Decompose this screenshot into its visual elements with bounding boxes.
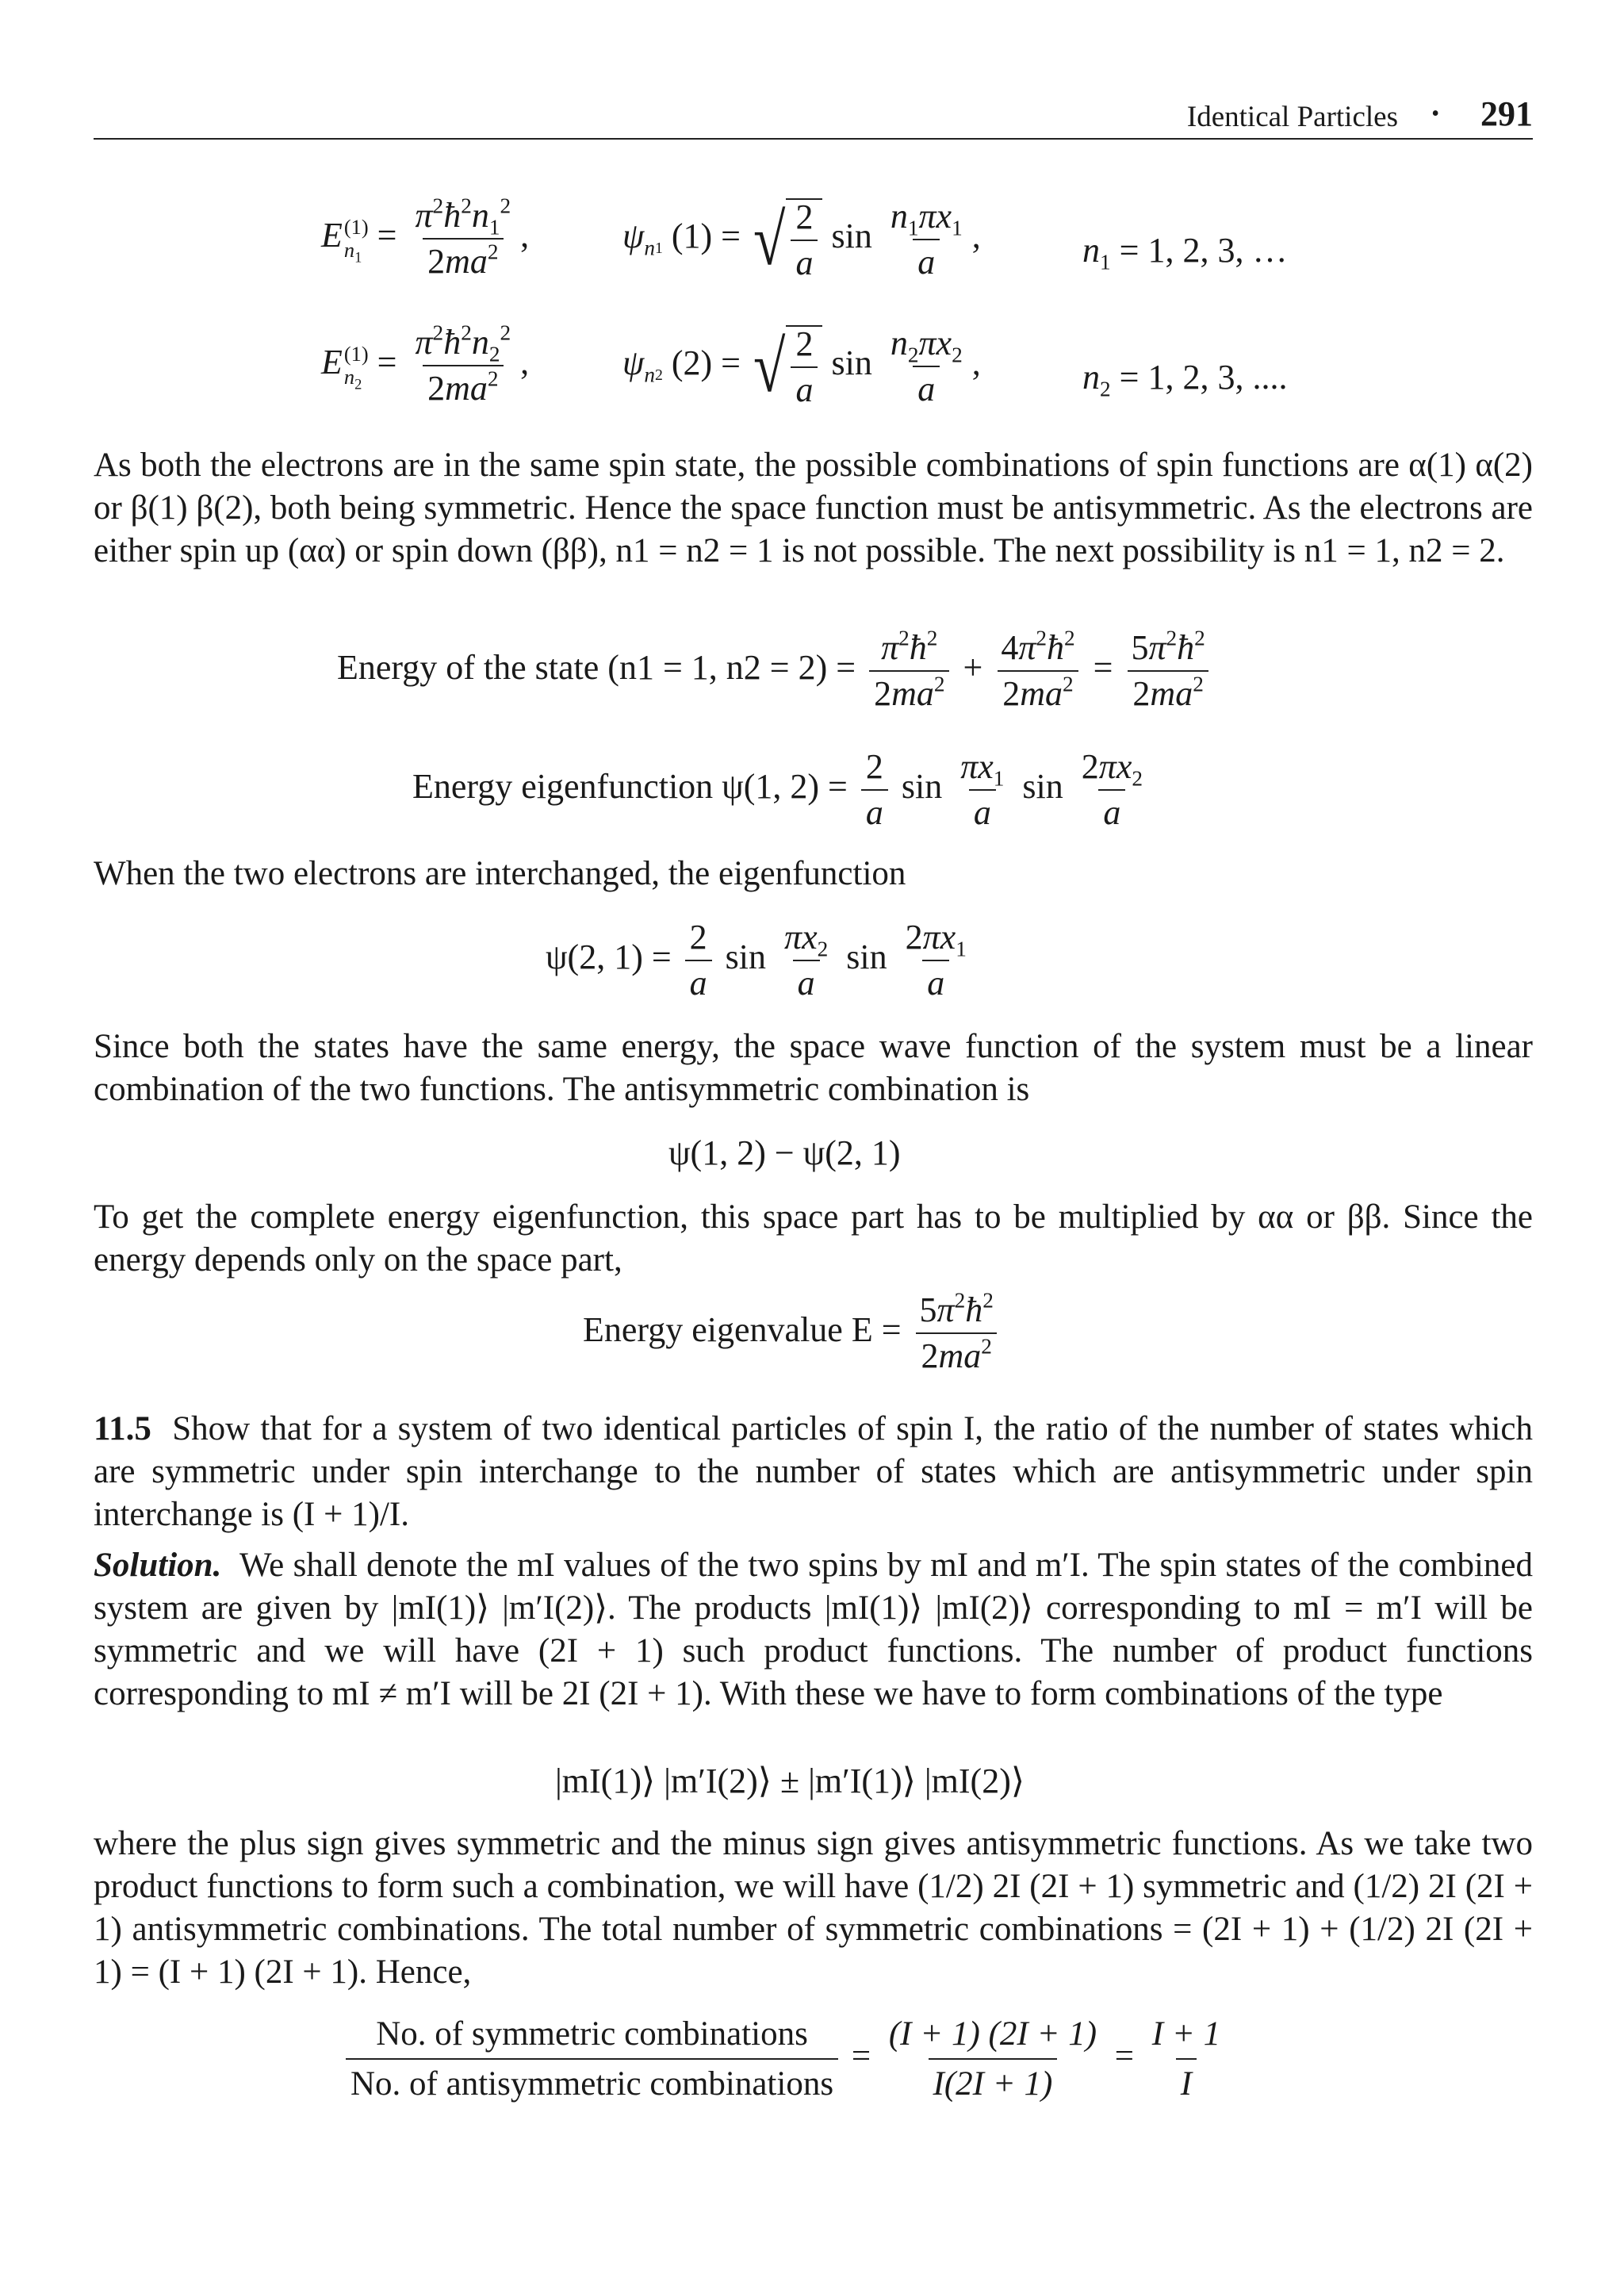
ratio-result-numerator: I + 1: [1151, 2015, 1221, 2053]
psi21-label: ψ(2, 1) =: [546, 937, 672, 977]
solution-text: We shall denote the mI values of the two spins by mI and m′I. The spin states of the combined system are given by |mI(1)⟩ |m′I(2)⟩. The products |mI(1)⟩ |mI(2)⟩ corresponding to mI = m′I will be symmetric and we will have (2I + 1) such product functions. The number of product functions corresponding to mI ≠ m′I will be 2I (2I + 1). With these we have to form combinations of the type: [94, 1547, 1533, 1712]
eigenfunction-equation: Energy eigenfunction ψ(1, 2) = $\frac{2}{a}$ sin $\frac{\pi x_1}{a}$ sin $\frac{2\pi x_2}{a}$: [412, 747, 1143, 832]
psi21-equation: ψ(2, 1) = $\frac{2}{a}$ sin $\frac{\pi x_2}{a}$ sin $\frac{2\pi x_1}{a}$: [546, 918, 967, 1003]
problem-11-5: [94, 1408, 1533, 1536]
ratio-equation: $\frac{\text{No. of symmetric combinations}}{\text{No. of antisymmetric combinations}}$ = $\frac{(I + 1) (2I + 1)}{I(2I + 1)}$ = $\frac{I + 1}{I}$: [341, 2015, 1230, 2103]
energy-eigenvalue-equation: Energy eigenvalue E = $\frac{5\pi^2ħ^2}{2ma^2}$: [583, 1293, 1003, 1374]
paragraph-linear-combination: Since both the states have the same energy, the space wave function of the system must be a linear combination of the two functions. The antisymmetric combination is: [94, 1028, 1533, 1108]
energy-n2-equation: E(1) $n_2$ = $\frac{\pi^2ħ^2n_2^2}{2ma^2}$ ,: [321, 320, 530, 408]
n1-condition: $n_1 = 1$, 2, 3, …: [1082, 231, 1288, 274]
ratio-result-denominator: I: [1176, 2058, 1197, 2103]
psi-n1-equation: $\psi_{n1}$ (1) = √ $\frac{2}{a}$ sin $\frac{n_1\pi x_1}{a}$ ,: [622, 197, 981, 282]
energy-n1-equation: E(1) $n_1$ = $\frac{\pi^2ħ^2n_1^2}{2ma^2}$ ,: [321, 194, 530, 281]
solution-paragraph: [94, 1544, 1533, 1716]
eigenvalue-label: Energy eigenvalue E =: [583, 1310, 902, 1350]
paragraph-symmetric-count: where the plus sign gives symmetric and the minus sign gives antisymmetric functions. As we take two product functions to form such a combination, we will have (1/2) 2I (2I + 1) symmetric and (1/2) 2I (2I + 1) antisymmetric combinations. The total number of symmetric combinations = (2I + 1) + (1/2) 2I (2I + 1) = (I + 1) (2I + 1). Hence,: [94, 1825, 1533, 1991]
spin-combination: |mI(1)⟩ |m′I(2)⟩ ± |m′I(1)⟩ |mI(2)⟩: [555, 1762, 1025, 1800]
running-header: [94, 89, 1533, 140]
energy-state-label: Energy of the state (n1 = 1, n2 = 2) =: [337, 648, 856, 688]
problem-text: Show that for a system of two identical particles of spin I, the ratio of the number of states which are symmetric under spin interchange to the number of states which are antisymmetric under spin interchange is (I + 1)/I.: [94, 1410, 1533, 1533]
n2-condition: $n_2 = 1$, 2, 3, ....: [1082, 358, 1288, 401]
chapter-title: Identical Particles: [1186, 101, 1398, 133]
paragraph-spin-state: As both the electrons are in the same spin state, the possible combinations of spin functions are α(1) α(2) or β(1) β(2), both being symmetric. Hence the space function must be antisymmetric. As the electrons are either spin up (αα) or spin down (ββ), n1 = n2 = 1 is not possible. The next possibility is n1 = 1, n2 = 2.: [94, 447, 1533, 569]
problem-number: 11.5: [94, 1410, 151, 1447]
energy-state-equation: Energy of the state (n1 = 1, n2 = 2) = $\frac{\pi^2ħ^2}{2ma^2}$ + $\frac{4\pi^2ħ^2}{2ma^2}$ = $\frac{5\pi^2ħ^2}{2ma^2}$: [337, 631, 1215, 711]
ratio-middle-denominator: I(2I + 1): [929, 2058, 1058, 2103]
ratio-numerator: No. of symmetric combinations: [376, 2015, 808, 2053]
antisymmetric-combination: ψ(1, 2) − ψ(2, 1): [668, 1133, 901, 1172]
eigenfunction-label: Energy eigenfunction ψ(1, 2) =: [412, 767, 848, 807]
header-bullet: •: [1431, 102, 1439, 126]
page-number: 291: [1480, 94, 1533, 133]
psi-n2-equation: $\psi_{n2}$ (2) = √ $\frac{2}{a}$ sin $\frac{n_2\pi x_2}{a}$ ,: [622, 324, 981, 409]
solution-label: Solution.: [94, 1547, 222, 1584]
ratio-denominator: No. of antisymmetric combinations: [346, 2058, 838, 2103]
paragraph-complete-eigenfunction: To get the complete energy eigenfunction, this space part has to be multiplied by αα or ββ. Since the energy depends only on the space part,: [94, 1198, 1533, 1279]
ratio-middle-numerator: (I + 1) (2I + 1): [888, 2015, 1097, 2053]
paragraph-interchange: When the two electrons are interchanged, the eigenfunction: [94, 855, 906, 892]
